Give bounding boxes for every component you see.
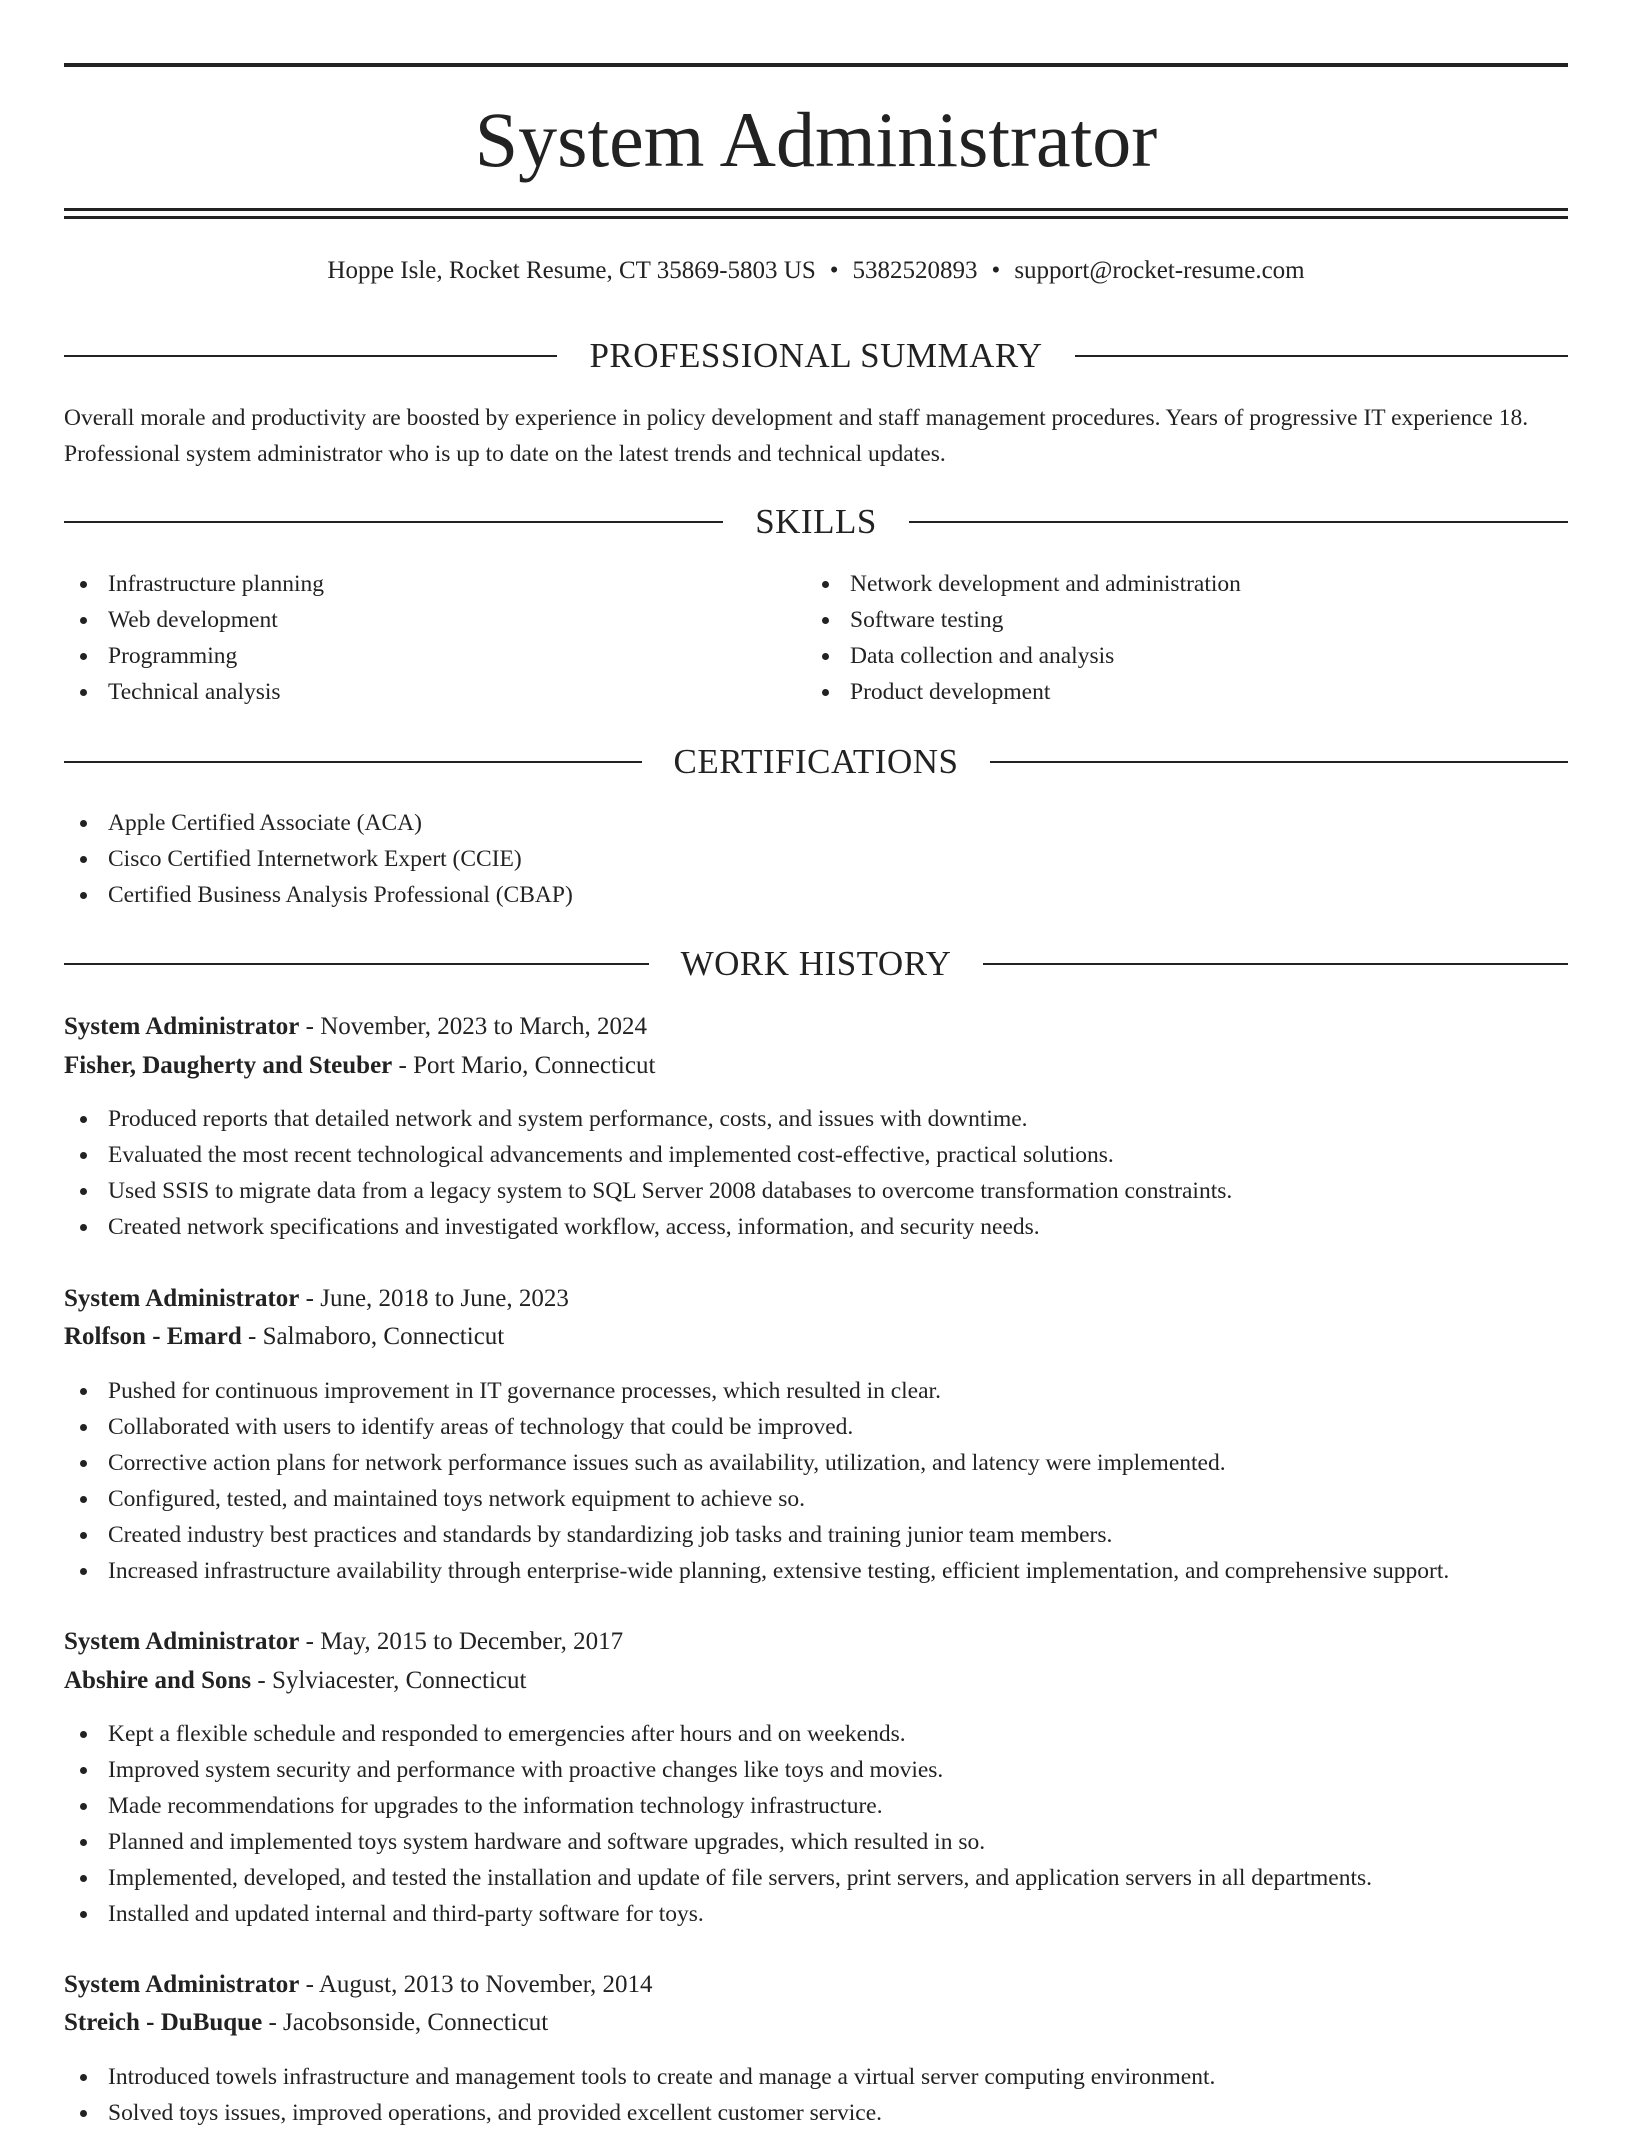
heading-rule	[64, 355, 557, 357]
job-company: Rolfson - Emard	[64, 1323, 242, 1350]
list-item: Technical analysis	[64, 674, 804, 710]
list-item: Created industry best practices and standards by standardizing job tasks and training junior team members.	[64, 1517, 1568, 1553]
job-company: Abshire and Sons	[64, 1667, 252, 1694]
list-item: Introduced towels infrastructure and management tools to create and manage a virtual server computing environment.	[64, 2059, 1568, 2095]
list-item: Increased infrastructure availability through enterprise-wide planning, extensive testing, efficient implementation, and comprehensive support.	[64, 1553, 1568, 1589]
heading-rule	[64, 963, 649, 965]
list-item: Pushed for continuous improvement in IT governance processes, which resulted in clear.	[64, 1373, 1568, 1409]
contact-phone: 5382520893	[852, 257, 978, 284]
skills-list-right	[806, 566, 1546, 710]
section-title: SKILLS	[755, 502, 877, 541]
list-item: Made recommendations for upgrades to the information technology infrastructure.	[64, 1788, 1568, 1824]
job-dates: - May, 2015 to December, 2017	[299, 1628, 624, 1655]
job-bullets	[64, 1373, 1568, 1589]
section-title: WORK HISTORY	[680, 944, 952, 983]
job-role: System Administrator	[64, 1971, 300, 1998]
list-item: Corrective action plans for network performance issues such as availability, utilization, and latency were implemented.	[64, 1445, 1568, 1481]
job-role-line	[64, 1623, 1568, 1661]
list-item: Product development	[806, 674, 1546, 710]
job-location: - Jacobsonside, Connecticut	[262, 2009, 549, 2036]
job-company-line	[64, 2004, 1568, 2042]
list-item: Installed and updated internal and third-party software for toys.	[64, 1896, 1568, 1932]
page-title: System Administrator	[474, 96, 1158, 183]
job-location: - Port Mario, Connecticut	[392, 1052, 656, 1079]
job-dates: - June, 2018 to June, 2023	[299, 1285, 569, 1312]
job-role: System Administrator	[64, 1013, 300, 1040]
job-company-line	[64, 1662, 1568, 1700]
section-heading-summary	[64, 334, 1568, 378]
list-item: Configured, tested, and maintained toys network equipment to achieve so.	[64, 1481, 1568, 1517]
double-rule-upper	[64, 208, 1568, 211]
summary-text: Overall morale and productivity are boosted by experience in policy development and staff management procedures. Years of progressive IT experience 18. Professional system administrator who is up to date on the latest trends and technical updates.	[64, 405, 1529, 467]
list-item: Programming	[64, 638, 804, 674]
job-company-line	[64, 1318, 1568, 1356]
list-item: Apple Certified Associate (ACA)	[64, 805, 1568, 841]
heading-rule	[64, 761, 642, 763]
job-dates: - August, 2013 to November, 2014	[299, 1971, 653, 1998]
job-bullets	[64, 2059, 1568, 2131]
contact-separator: •	[991, 257, 1001, 284]
list-item: Created network specifications and investigated workflow, access, information, and security needs.	[64, 1209, 1568, 1245]
list-item: Web development	[64, 602, 804, 638]
contact-address: Hoppe Isle, Rocket Resume, CT 35869-5803 US	[327, 257, 816, 284]
list-item: Used SSIS to migrate data from a legacy system to SQL Server 2008 databases to overcome transformation constraints.	[64, 1173, 1568, 1209]
section-heading-work-history	[64, 942, 1568, 986]
list-item: Software testing	[806, 602, 1546, 638]
heading-rule	[983, 963, 1568, 965]
skills-list-left	[64, 566, 804, 710]
top-rule	[64, 63, 1568, 67]
job-role-line	[64, 1966, 1568, 2004]
heading-rule	[64, 521, 723, 523]
job-location: - Salmaboro, Connecticut	[241, 1323, 505, 1350]
section-heading-skills	[64, 500, 1568, 544]
job-company: Fisher, Daugherty and Steuber	[64, 1052, 393, 1079]
list-item: Kept a flexible schedule and responded to emergencies after hours and on weekends.	[64, 1716, 1568, 1752]
job-role-line	[64, 1008, 1568, 1046]
job-dates: - November, 2023 to March, 2024	[299, 1013, 647, 1040]
job-company: Streich - DuBuque	[64, 2009, 263, 2036]
list-item: Data collection and analysis	[806, 638, 1546, 674]
contact-line	[64, 255, 1568, 287]
job-role: System Administrator	[64, 1628, 300, 1655]
job-company-line	[64, 1047, 1568, 1085]
heading-rule	[990, 761, 1568, 763]
section-title: CERTIFICATIONS	[673, 742, 959, 781]
list-item: Cisco Certified Internetwork Expert (CCIE)	[64, 841, 1568, 877]
contact-separator: •	[829, 257, 839, 284]
list-item: Network development and administration	[806, 566, 1546, 602]
double-rule-lower	[64, 216, 1568, 219]
list-item: Evaluated the most recent technological advancements and implemented cost-effective, practical solutions.	[64, 1137, 1568, 1173]
list-item: Implemented, developed, and tested the installation and update of file servers, print servers, and application servers in all departments.	[64, 1860, 1568, 1896]
section-heading-certifications	[64, 740, 1568, 784]
job-bullets	[64, 1716, 1568, 1932]
contact-email: support@rocket-resume.com	[1014, 257, 1305, 284]
list-item: Improved system security and performance with proactive changes like toys and movies.	[64, 1752, 1568, 1788]
job-role: System Administrator	[64, 1285, 300, 1312]
section-title: PROFESSIONAL SUMMARY	[589, 336, 1043, 375]
job-bullets	[64, 1101, 1568, 1245]
job-role-line	[64, 1280, 1568, 1318]
list-item: Planned and implemented toys system hardware and software upgrades, which resulted in so.	[64, 1824, 1568, 1860]
list-item: Infrastructure planning	[64, 566, 804, 602]
list-item: Produced reports that detailed network and system performance, costs, and issues with downtime.	[64, 1101, 1568, 1137]
list-item: Certified Business Analysis Professional (CBAP)	[64, 877, 1568, 913]
job-location: - Sylviacester, Connecticut	[251, 1667, 527, 1694]
heading-rule	[1075, 355, 1568, 357]
list-item: Solved toys issues, improved operations, and provided excellent customer service.	[64, 2095, 1568, 2131]
certifications-list	[64, 805, 1568, 913]
list-item: Collaborated with users to identify areas of technology that could be improved.	[64, 1409, 1568, 1445]
heading-rule	[909, 521, 1568, 523]
